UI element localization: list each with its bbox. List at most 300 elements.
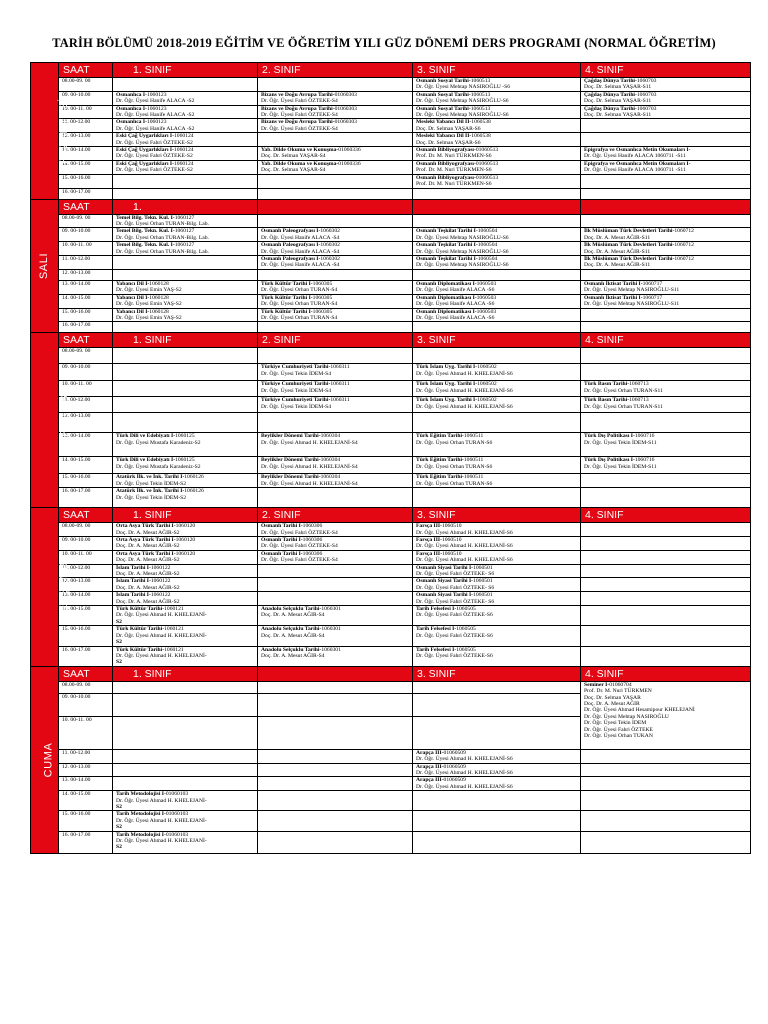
course-cell bbox=[413, 749, 581, 763]
instructor-name: Dr. Öğr. Üyesi Mehtap NASIROĞLU-S6 bbox=[416, 262, 509, 269]
time-slot-row bbox=[31, 322, 751, 333]
course-cell bbox=[413, 381, 581, 397]
time-cell: 14. 00-15.00 bbox=[59, 606, 113, 626]
course-code: 1060126 bbox=[184, 474, 204, 481]
course-name: Osmanlı Paleografyası I-1060302 bbox=[261, 228, 340, 235]
course-cell bbox=[113, 606, 258, 626]
instructor-name: Dr. Öğr. Üyesi Mehtap NASIROĞLU-S11 bbox=[584, 301, 680, 308]
instructor-name: Dr. Öğr. Üyesi Ahmad H. KHELEJANİ-S6 bbox=[416, 769, 513, 776]
header-class-4 bbox=[581, 199, 751, 214]
course-name: Osmanlı Teşkilat Tarihi I-1060504 bbox=[416, 255, 498, 262]
course-cell bbox=[258, 78, 413, 92]
header-class-2 bbox=[258, 666, 413, 681]
instructor-name: Dr. Öğr. Üyesi Mehtap NASIROĞLU-S6 bbox=[416, 234, 509, 241]
course-name: Türkiye Cumhuriyeti Tarihi-1060311 bbox=[261, 381, 350, 388]
course-cell bbox=[581, 763, 751, 777]
day-name: ÇARŞAMBA bbox=[58, 387, 71, 454]
course-cell bbox=[113, 269, 258, 280]
instructor-name: Dr. Öğr. Üyesi Ahmad H. KHELEJANİ-S6 bbox=[416, 370, 513, 377]
course-code: 1060127 bbox=[174, 242, 195, 249]
instructor-name: Dr. Öğr. Üyesi Fahri ÖZTEKE-S4 bbox=[261, 529, 338, 536]
course-name: Osmanlı Siyasi Tarihi I-1060501 bbox=[416, 564, 493, 571]
course-name: Osmanlıca I-1060123 bbox=[116, 105, 167, 112]
course-cell bbox=[258, 119, 413, 133]
course-code: 01060336 bbox=[338, 160, 361, 167]
course-code: 1060124 bbox=[173, 160, 194, 167]
course-cell bbox=[258, 716, 413, 749]
time-cell: 14. 00-15.00 bbox=[59, 294, 113, 308]
course-name: Osmanlı Tarihi I-1060306 bbox=[261, 550, 323, 557]
course-code: 1060123 bbox=[146, 119, 167, 126]
time-slot-row bbox=[31, 228, 751, 242]
course-cell bbox=[413, 606, 581, 626]
course-cell bbox=[258, 322, 413, 333]
day-header-row bbox=[31, 199, 751, 214]
course-cell bbox=[113, 119, 258, 133]
time-slot-row bbox=[31, 811, 751, 831]
course-code: 01060103 bbox=[165, 811, 189, 818]
course-name: İslam Tarihi I-1060122 bbox=[116, 578, 171, 585]
instructor-name: Dr. Öğr. Üyesi Hanife ALACA 1060711 -S11 bbox=[584, 167, 686, 174]
header-saat: SAAT bbox=[59, 63, 113, 78]
course-name: Türk Dili ve Edebiyatı I-1060125 bbox=[116, 433, 195, 440]
course-cell bbox=[413, 578, 581, 592]
course-cell bbox=[113, 308, 258, 322]
course-cell bbox=[581, 646, 751, 666]
course-name: Eski Çağ Uygarlıkları I-1060124 bbox=[116, 147, 194, 154]
course-name: Türk Basın Tarihi-1060713 bbox=[584, 397, 649, 404]
course-code: 1060128 bbox=[149, 294, 169, 301]
course-cell bbox=[258, 626, 413, 646]
course-name: Arapça III-01060509 bbox=[416, 749, 466, 756]
course-code: 1060311 bbox=[330, 381, 350, 388]
course-code: 1060716 bbox=[634, 433, 655, 440]
course-code: 1060513 bbox=[470, 91, 491, 98]
header-class-2: 2. SINIF bbox=[258, 63, 413, 78]
course-code: 01060509 bbox=[443, 777, 466, 784]
course-cell bbox=[413, 413, 581, 433]
course-cell bbox=[413, 537, 581, 551]
course-name: Osmanlı Paleografyası I-1060302 bbox=[261, 242, 340, 249]
course-cell bbox=[581, 811, 751, 831]
instructor-name: Doç. Dr. A. Mesut AĞIR-S2 bbox=[116, 584, 180, 591]
instructor-name: Dr. Öğr. Üyesi Ahmad H. KHELEJANİ-S4 bbox=[261, 480, 358, 487]
instructor-name: Dr. Öğr. Üyesi Ahmad H. KHELEJANİ- bbox=[116, 632, 207, 639]
course-code: 1060304 bbox=[320, 474, 341, 481]
time-cell: 16. 00-17.00 bbox=[59, 322, 113, 333]
time-cell: 13. 00-14.00 bbox=[59, 592, 113, 606]
instructor-name: Dr. Öğr. Üyesi Ahmad H. KHELEJANİ-S4 bbox=[261, 463, 358, 470]
course-cell bbox=[258, 308, 413, 322]
course-code: 01060303 bbox=[334, 105, 357, 112]
course-name: Temel Bilg. Tekn. Kul. I-1060127 bbox=[116, 242, 195, 249]
instructor-name: Doç. Dr. Selman YAŞAR bbox=[584, 694, 641, 701]
course-name: S2 bbox=[116, 803, 122, 810]
time-cell: 16. 00-17.00 bbox=[59, 188, 113, 199]
course-code: 1060304 bbox=[320, 457, 341, 464]
course-code: 01060513 bbox=[475, 160, 499, 167]
time-slot-row bbox=[31, 413, 751, 433]
time-cell: 11. 00-12.00 bbox=[59, 564, 113, 578]
time-slot-row bbox=[31, 592, 751, 606]
course-code: 1060503 bbox=[476, 294, 497, 301]
course-name: Osmanlı Teşkilat Tarihi I-1060504 bbox=[416, 228, 498, 235]
course-code: 1060501 bbox=[473, 564, 493, 571]
course-code: 1060510 bbox=[441, 537, 462, 543]
course-code: 01060513 bbox=[475, 147, 499, 154]
course-cell bbox=[258, 749, 413, 763]
course-name: Yab. Dilde Okuma ve Konuşma-01060336 bbox=[261, 160, 361, 167]
time-slot-row bbox=[31, 578, 751, 592]
course-cell bbox=[413, 791, 581, 811]
course-code: 1060123 bbox=[146, 105, 167, 112]
course-name: Osmanlı Siyasi Tarihi I-1060501 bbox=[416, 578, 493, 585]
time-cell: 13. 00-14.00 bbox=[59, 777, 113, 791]
course-cell bbox=[581, 160, 751, 174]
time-slot-row bbox=[31, 763, 751, 777]
course-cell bbox=[581, 488, 751, 508]
instructor-name: Dr. Öğr. Üyesi Ahmad H. KHELEJANİ-S6 bbox=[416, 783, 513, 790]
course-cell bbox=[413, 280, 581, 294]
course-code: 1060121 bbox=[164, 626, 184, 633]
time-cell: 09. 00-10.00 bbox=[59, 693, 113, 716]
course-cell bbox=[258, 777, 413, 791]
time-cell: 09. 00-10.00 bbox=[59, 91, 113, 105]
time-cell: 15. 00-16.00 bbox=[59, 308, 113, 322]
course-name: Farsça III-1060510 bbox=[416, 537, 462, 543]
instructor-name: Dr. Öğr. Üyesi Ahmad H. KHELEJANİ- bbox=[116, 838, 207, 844]
time-slot-row bbox=[31, 488, 751, 508]
instructor-name: Doç. Dr. Selman YAŞAR-S6 bbox=[416, 139, 481, 146]
course-cell bbox=[581, 537, 751, 551]
day-label bbox=[31, 666, 59, 853]
course-code: 1060503 bbox=[476, 280, 497, 287]
course-cell bbox=[258, 255, 413, 269]
course-cell bbox=[581, 564, 751, 578]
instructor-name: Doç. Dr. A. Mesut AĞIR-S4 bbox=[261, 632, 325, 639]
course-name: Türk Dış Politikası I-1060716 bbox=[584, 433, 655, 440]
course-cell bbox=[581, 578, 751, 592]
course-cell bbox=[413, 763, 581, 777]
course-name: Türk Eğitim Tarihi-1060511 bbox=[416, 457, 484, 464]
instructor-name: Dr. Öğr. Üyesi Fahri ÖZTEKE-S2 bbox=[116, 139, 193, 146]
instructor-name: Dr. Öğr. Üyesi Ahmad H. KHELEJANİ- bbox=[116, 652, 207, 659]
instructor-name: Dr. Öğr. Üyesi Fahri ÖZTEKE-S6 bbox=[416, 652, 493, 659]
course-cell bbox=[581, 280, 751, 294]
course-name: Türk İslam Uyg. Tarihi I-1060502 bbox=[416, 364, 497, 371]
course-name: Yabancı Dil I-1060128 bbox=[116, 294, 169, 301]
instructor-name: Dr. Öğr. Üyesi Tekin İDEM-S11 bbox=[584, 463, 657, 470]
instructor-name: Dr. Öğr. Üyesi Orhan TURAN-S6 bbox=[416, 439, 493, 446]
time-cell: 11. 00-12.00 bbox=[59, 397, 113, 413]
time-cell: 13. 00-14.00 bbox=[59, 280, 113, 294]
course-cell bbox=[413, 160, 581, 174]
course-cell bbox=[113, 188, 258, 199]
time-cell: 08.00-09. 00 bbox=[59, 523, 113, 537]
instructor-name: Dr. Öğr. Üyesi Fahri ÖZTEKE- S6 bbox=[416, 584, 495, 591]
header-class-1: 1. bbox=[113, 199, 258, 214]
course-cell bbox=[581, 626, 751, 646]
course-code: 1060501 bbox=[473, 592, 493, 599]
course-name: Orta Asya Türk Tarihi I-1060120 bbox=[116, 550, 196, 557]
course-name: S2 bbox=[116, 824, 122, 831]
course-cell bbox=[413, 681, 581, 693]
course-cell bbox=[413, 174, 581, 188]
course-name: Beylikler Dönemi Tarihi-1060304 bbox=[261, 433, 341, 440]
course-name: Osmanlı Teşkilat Tarihi I-1060504 bbox=[416, 242, 498, 249]
course-cell bbox=[413, 550, 581, 564]
course-name: Türk Eğitim Tarihi-1060511 bbox=[416, 433, 484, 440]
course-cell bbox=[113, 381, 258, 397]
time-slot-row bbox=[31, 294, 751, 308]
course-cell bbox=[413, 433, 581, 457]
course-name: Yab. Dilde Okuma ve Konuşma-01060336 bbox=[261, 147, 361, 154]
course-cell bbox=[113, 811, 258, 831]
time-cell: 10. 00-11. 00 bbox=[59, 716, 113, 749]
header-class-2: 2. SINIF bbox=[258, 333, 413, 348]
instructor-name: Dr. Öğr. Üyesi Ahmad H. KHELEJANİ-S4 bbox=[261, 439, 358, 446]
time-cell: 08.00-09. 00 bbox=[59, 214, 113, 228]
instructor-name: Dr. Öğr. Üyesi Fahri ÖZTEKE-S2 bbox=[116, 167, 193, 174]
course-cell bbox=[413, 693, 581, 716]
course-cell bbox=[258, 381, 413, 397]
header-saat: SAAT bbox=[59, 508, 113, 523]
header-class-4: 4. SINIF bbox=[581, 666, 751, 681]
course-cell bbox=[581, 474, 751, 488]
course-cell bbox=[413, 308, 581, 322]
course-code: 1060306 bbox=[302, 537, 323, 543]
course-cell bbox=[413, 228, 581, 242]
course-code: 1060121 bbox=[164, 646, 184, 653]
time-cell: 10. 00-11. 00 bbox=[59, 550, 113, 564]
course-name: Osmanlı İktisat Tarihi I-1060717 bbox=[584, 294, 663, 301]
course-cell bbox=[413, 811, 581, 831]
course-cell bbox=[413, 364, 581, 381]
course-name: S2 bbox=[116, 844, 122, 851]
instructor-name: Doç. Dr. A. Mesut AĞIR-S2 bbox=[116, 557, 180, 564]
course-name: Osmanlı İktisat Tarihi I-1060717 bbox=[584, 280, 663, 287]
course-name: Osmanlı Diplomatikası I-1060503 bbox=[416, 308, 497, 315]
course-cell bbox=[113, 763, 258, 777]
course-code: 1060122 bbox=[150, 578, 171, 585]
course-code: 1060305 bbox=[312, 308, 333, 315]
course-name: Türk Dili ve Edebiyatı I-1060125 bbox=[116, 457, 195, 464]
time-cell: 09. 00-10.00 bbox=[59, 537, 113, 551]
course-cell bbox=[113, 174, 258, 188]
course-name: Tarih Felsefesi I-1060505 bbox=[416, 606, 476, 613]
time-slot-row bbox=[31, 831, 751, 853]
course-name: Osmanlı Bibliyografyası-01060513 bbox=[416, 174, 499, 181]
course-code: 01060303 bbox=[334, 91, 357, 98]
course-name: Beylikler Dönemi Tarihi-1060304 bbox=[261, 457, 341, 464]
course-cell bbox=[581, 174, 751, 188]
course-cell bbox=[413, 269, 581, 280]
instructor-name: Dr. Öğr. Üyesi Mustafa Karadeniz-S2 bbox=[116, 463, 201, 470]
course-cell bbox=[413, 474, 581, 488]
course-cell bbox=[581, 294, 751, 308]
course-name: Türk Kültür Tarihi-1060121 bbox=[116, 646, 184, 653]
time-cell: 10. 00-11. 00 bbox=[59, 242, 113, 256]
time-slot-row bbox=[31, 269, 751, 280]
course-cell bbox=[581, 681, 751, 749]
instructor-name: Dr. Öğr. Üyesi Ahmad H. KHELEJANİ-S6 bbox=[416, 529, 513, 536]
time-cell: 08.00-09. 00 bbox=[59, 78, 113, 92]
course-name: Türk Kültür Tarihi-1060121 bbox=[116, 606, 184, 613]
course-name: Osmanlı Diplomatikası I-1060503 bbox=[416, 280, 497, 287]
header-class-2 bbox=[258, 199, 413, 214]
header-class-2: 2. SINIF bbox=[258, 508, 413, 523]
course-cell bbox=[113, 578, 258, 592]
course-cell bbox=[581, 348, 751, 364]
course-name: S2 bbox=[116, 659, 122, 666]
instructor-name: Dr. Öğr. Üyesi Mehtap NASIROĞLU -S6 bbox=[416, 84, 511, 91]
course-name: Arapça III-01060509 bbox=[416, 777, 466, 784]
course-code: 1060510 bbox=[441, 550, 462, 557]
course-name: Türk Dış Politikası I-1060716 bbox=[584, 457, 655, 464]
course-cell bbox=[581, 413, 751, 433]
instructor-name: Doç. Dr. A. Mesut AĞIR-S2 bbox=[116, 571, 180, 578]
instructor-name: Doç. Dr. A. Mesut AĞIR-S4 bbox=[261, 612, 325, 619]
course-cell bbox=[258, 105, 413, 119]
course-cell bbox=[113, 280, 258, 294]
day-name: PERŞEMBE bbox=[57, 553, 70, 620]
course-cell bbox=[581, 255, 751, 269]
course-code: 1060513 bbox=[470, 105, 491, 112]
instructor-name: Dr. Öğr. Üyesi Tekin İDEM-S4 bbox=[261, 370, 332, 377]
course-cell bbox=[113, 474, 258, 488]
course-cell bbox=[258, 433, 413, 457]
course-code: 01060336 bbox=[338, 147, 361, 154]
instructor-name: Dr. Öğr. Üyesi Hanife ALACA -S2 bbox=[116, 125, 195, 132]
course-name: Epigrafya ve Osmanlıca Metin Okumaları I- bbox=[584, 147, 691, 154]
course-code: 1060511 bbox=[463, 457, 484, 464]
instructor-name: Dr. Öğr. Üyesi Ahmad H. KHELEJANİ- bbox=[116, 817, 207, 824]
course-name: Türk Kültür Tarihi I-1060305 bbox=[261, 308, 333, 315]
time-slot-row bbox=[31, 105, 751, 119]
instructor-name: Dr. Öğr. Üyesi Fahri ÖZTEKE-S4 bbox=[261, 112, 338, 119]
instructor-name: Doç. Dr. Selman YAŞAR-S4 bbox=[261, 167, 326, 174]
course-name: Osmanlı Diplomatikası I-1060503 bbox=[416, 294, 497, 301]
course-code: 1060511 bbox=[463, 433, 484, 440]
course-code: 1060504 bbox=[477, 242, 498, 249]
course-name: Türk Kültür Tarihi I-1060305 bbox=[261, 280, 333, 287]
time-cell: 15. 00-16.00 bbox=[59, 174, 113, 188]
course-cell bbox=[113, 537, 258, 551]
course-cell bbox=[258, 606, 413, 626]
course-cell bbox=[113, 831, 258, 853]
course-cell bbox=[258, 550, 413, 564]
day-label bbox=[31, 63, 70, 200]
course-cell bbox=[258, 681, 413, 693]
course-name: Arapça III-01060509 bbox=[416, 763, 466, 770]
instructor-name: Doç. Dr. A. Mesut AĞIR-S11 bbox=[584, 262, 651, 269]
time-cell: 08.00-09. 00 bbox=[59, 348, 113, 364]
course-cell bbox=[258, 397, 413, 413]
instructor-name: Doç. Dr. Selman YAŞAR-S4 bbox=[261, 153, 326, 160]
course-cell bbox=[113, 397, 258, 413]
time-slot-row bbox=[31, 626, 751, 646]
course-name: S2 bbox=[116, 639, 122, 646]
instructor-name: Dr. Öğr. Üyesi Hanife ALACA -S6 bbox=[416, 301, 495, 308]
course-name: Anadolu Selçuklu Tarihi-1060301 bbox=[261, 646, 341, 653]
course-cell bbox=[581, 397, 751, 413]
course-name: Bizans ve Doğu Avrupa Tarihi-01060303 bbox=[261, 119, 357, 126]
course-cell bbox=[258, 488, 413, 508]
time-cell: 12. 00-13.00 bbox=[59, 413, 113, 433]
instructor-name: Doç. Dr. A. Mesut AĞIR bbox=[584, 700, 640, 707]
course-cell bbox=[113, 160, 258, 174]
instructor-name: Prof. Dr. M. Nuri TÜRKMEN-S6 bbox=[416, 181, 492, 188]
course-code: 01060103 bbox=[165, 791, 189, 798]
course-code: 1060716 bbox=[634, 457, 655, 464]
time-slot-row bbox=[31, 681, 751, 693]
time-slot-row bbox=[31, 791, 751, 811]
course-cell bbox=[581, 791, 751, 811]
course-code: 1060504 bbox=[477, 228, 498, 235]
course-name: Farsça III-1060510 bbox=[416, 523, 462, 530]
time-slot-row bbox=[31, 749, 751, 763]
instructor-name: Dr. Öğr. Üyesi Ahmad H. KHELEJANİ-S6 bbox=[416, 557, 513, 564]
time-cell: 15. 00-16.00 bbox=[59, 474, 113, 488]
course-code: 1060128 bbox=[149, 280, 169, 287]
course-code: 1060311 bbox=[330, 397, 350, 404]
instructor-name: Doç. Dr. Selman YAŞAR-S6 bbox=[416, 125, 481, 132]
instructor-name: Dr. Öğr. Üyesi Emin YAŞ-S2 bbox=[116, 301, 182, 308]
course-code: 1060121 bbox=[164, 606, 184, 613]
instructor-name: Dr. Öğr. Üyesi Orhan TURAN-Bilg. Lab. bbox=[116, 220, 209, 227]
course-name: Anadolu Selçuklu Tarihi-1060301 bbox=[261, 626, 341, 633]
course-name: Tarih Felsefesi I-1060505 bbox=[416, 646, 476, 653]
header-class-1: 1. SINIF bbox=[113, 63, 258, 78]
instructor-name: Dr. Öğr. Üyesi Orhan TURAN-S4 bbox=[261, 287, 338, 294]
time-slot-row bbox=[31, 280, 751, 294]
course-name: İslam Tarihi I-1060122 bbox=[116, 564, 171, 571]
course-cell bbox=[581, 91, 751, 105]
course-code: 1060120 bbox=[175, 523, 196, 530]
course-name: Bizans ve Doğu Avrupa Tarihi-01060303 bbox=[261, 105, 357, 112]
time-slot-row bbox=[31, 564, 751, 578]
course-cell bbox=[113, 105, 258, 119]
course-code: 01060704 bbox=[609, 681, 632, 688]
course-cell bbox=[113, 550, 258, 564]
course-code: 1060712 bbox=[674, 242, 694, 249]
instructor-name: Prof. Dr. M. Nuri TÜRKMEN-S6 bbox=[416, 153, 492, 160]
course-cell bbox=[581, 214, 751, 228]
course-name: Osmanlı Bibliyografyası-01060513 bbox=[416, 160, 499, 167]
course-cell bbox=[113, 523, 258, 537]
instructor-name: Dr. Öğr. Üyesi Fahri ÖZTEKE-S4 bbox=[261, 543, 338, 550]
time-cell: 14. 00-15.00 bbox=[59, 457, 113, 474]
course-cell bbox=[413, 78, 581, 92]
time-cell: 15. 00-16.00 bbox=[59, 626, 113, 646]
course-code: 1060127 bbox=[174, 214, 195, 221]
course-cell bbox=[258, 147, 413, 161]
course-code: 1060502 bbox=[477, 364, 497, 371]
course-name: Osmanlı Paleografyası I-1060302 bbox=[261, 255, 340, 262]
course-cell bbox=[113, 791, 258, 811]
instructor-name: Dr. Öğr. Üyesi Orhan TURAN-S6 bbox=[416, 463, 493, 470]
time-cell: 10. 00-11. 00 bbox=[59, 105, 113, 119]
instructor-name: Dr. Öğr. Üyesi Fahri ÖZTEKE- S6 bbox=[416, 598, 495, 605]
course-name: Epigrafya ve Osmanlıca Metin Okumaları I- bbox=[584, 160, 691, 167]
header-class-4: 4. SINIF bbox=[581, 63, 751, 78]
course-name: Beylikler Dönemi Tarihi-1060304 bbox=[261, 474, 341, 481]
time-slot-row bbox=[31, 255, 751, 269]
course-code: 1060128 bbox=[149, 308, 169, 315]
instructor-name: Dr. Öğr. Üyesi Tekin İDEM-S11 bbox=[584, 439, 657, 446]
course-cell bbox=[258, 474, 413, 488]
instructor-name: Doç. Dr. Selman YAŞAR-S11 bbox=[584, 98, 652, 105]
